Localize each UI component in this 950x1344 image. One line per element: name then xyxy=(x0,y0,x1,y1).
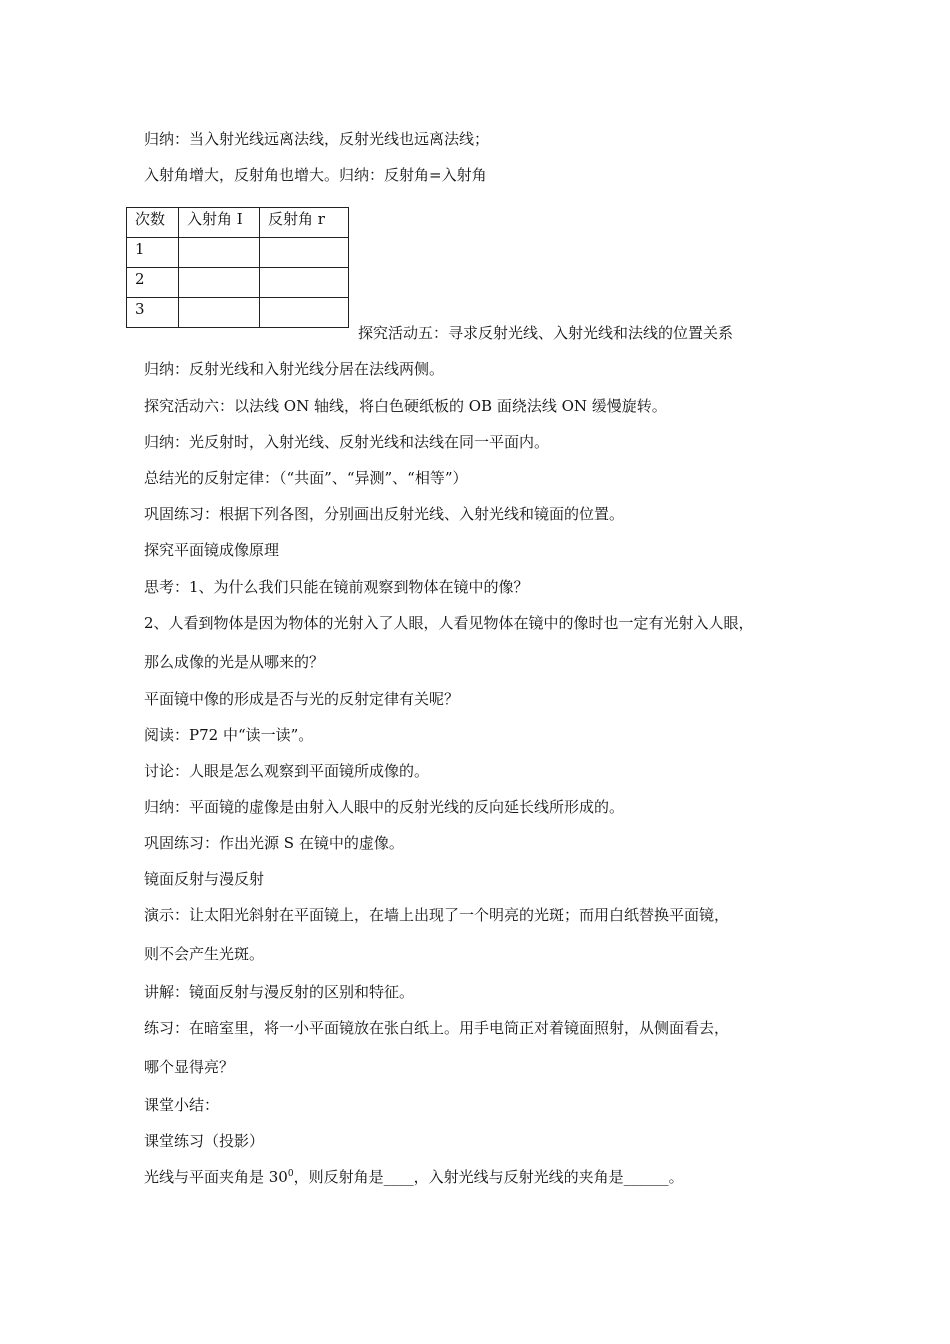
table-header-row xyxy=(127,208,349,238)
text-line: 讨论：人眼是怎么观察到平面镜所成像的。 xyxy=(144,762,430,780)
text-line: 练习：在暗室里，将一小平面镜放在张白纸上。用手电筒正对着镜面照射，从侧面看去， xyxy=(144,1019,730,1037)
text-line: 演示：让太阳光斜射在平面镜上，在墙上出现了一个明亮的光斑；而用白纸替换平面镜， xyxy=(144,906,730,924)
text-line: 归纳：光反射时，入射光线、反射光线和法线在同一平面内。 xyxy=(144,433,550,451)
exercise-text-prefix: 光线与平面夹角是 30 xyxy=(144,1168,288,1186)
activity-five-heading: 探究活动五：寻求反射光线、入射光线和法线的位置关系 xyxy=(358,324,734,342)
table-header-cell: 入射角 I xyxy=(179,208,260,238)
table-cell: 1 xyxy=(127,238,179,268)
text-line: 那么成像的光是从哪来的？ xyxy=(144,653,325,671)
table-row xyxy=(127,268,349,298)
text-line: 总结光的反射定律：（“共面”、“异测”、“相等”） xyxy=(144,469,468,487)
text-line: 归纳：平面镜的虚像是由射入人眼中的反射光线的反向延长线所形成的。 xyxy=(144,798,625,816)
text-line: 探究活动六：以法线 ON 轴线，将白色硬纸板的 OB 面绕法线 ON 缓慢旋转。 xyxy=(144,397,667,415)
table-row xyxy=(127,238,349,268)
text-line: 讲解：镜面反射与漫反射的区别和特征。 xyxy=(144,983,415,1001)
table-cell xyxy=(179,238,260,268)
text-line: 则不会产生光斑。 xyxy=(144,945,265,963)
text-line: 2、人看到物体是因为物体的光射入了人眼，人看见物体在镜中的像时也一定有光射入人眼， xyxy=(144,614,754,632)
section-heading: 课堂小结： xyxy=(144,1096,220,1114)
section-heading: 课堂练习（投影） xyxy=(144,1132,265,1150)
exercise-line xyxy=(144,1167,684,1187)
text-line: 归纳：反射光线和入射光线分居在法线两侧。 xyxy=(144,360,445,378)
section-heading: 探究平面镜成像原理 xyxy=(144,541,280,559)
text-line: 阅读：P72 中“读一读”。 xyxy=(144,726,314,744)
table-cell xyxy=(260,238,349,268)
table-cell xyxy=(260,268,349,298)
text-line: 思考：1、为什么我们只能在镜前观察到物体在镜中的像？ xyxy=(144,578,529,596)
table-cell xyxy=(179,298,260,328)
table-cell: 3 xyxy=(127,298,179,328)
text-line: 哪个显得亮？ xyxy=(144,1058,235,1076)
text-line: 巩固练习：根据下列各图，分别画出反射光线、入射光线和镜面的位置。 xyxy=(144,505,625,523)
text-line: 平面镜中像的形成是否与光的反射定律有关呢？ xyxy=(144,690,460,708)
table-cell xyxy=(260,298,349,328)
text-line: 归纳：当入射光线远离法线，反射光线也远离法线； xyxy=(144,130,490,148)
angle-table xyxy=(126,207,349,328)
table-cell xyxy=(179,268,260,298)
table-row xyxy=(127,298,349,328)
degree-superscript: 0 xyxy=(287,1169,294,1179)
table-header-cell: 反射角 r xyxy=(260,208,349,238)
table-header-cell: 次数 xyxy=(127,208,179,238)
text-line: 入射角增大，反射角也增大。归纳：反射角=入射角 xyxy=(144,166,487,184)
text-line: 巩固练习：作出光源 S 在镜中的虚像。 xyxy=(144,834,404,852)
table-cell: 2 xyxy=(127,268,179,298)
section-heading: 镜面反射与漫反射 xyxy=(144,870,265,888)
exercise-text-suffix: ，则反射角是____，入射光线与反射光线的夹角是______。 xyxy=(293,1168,684,1186)
